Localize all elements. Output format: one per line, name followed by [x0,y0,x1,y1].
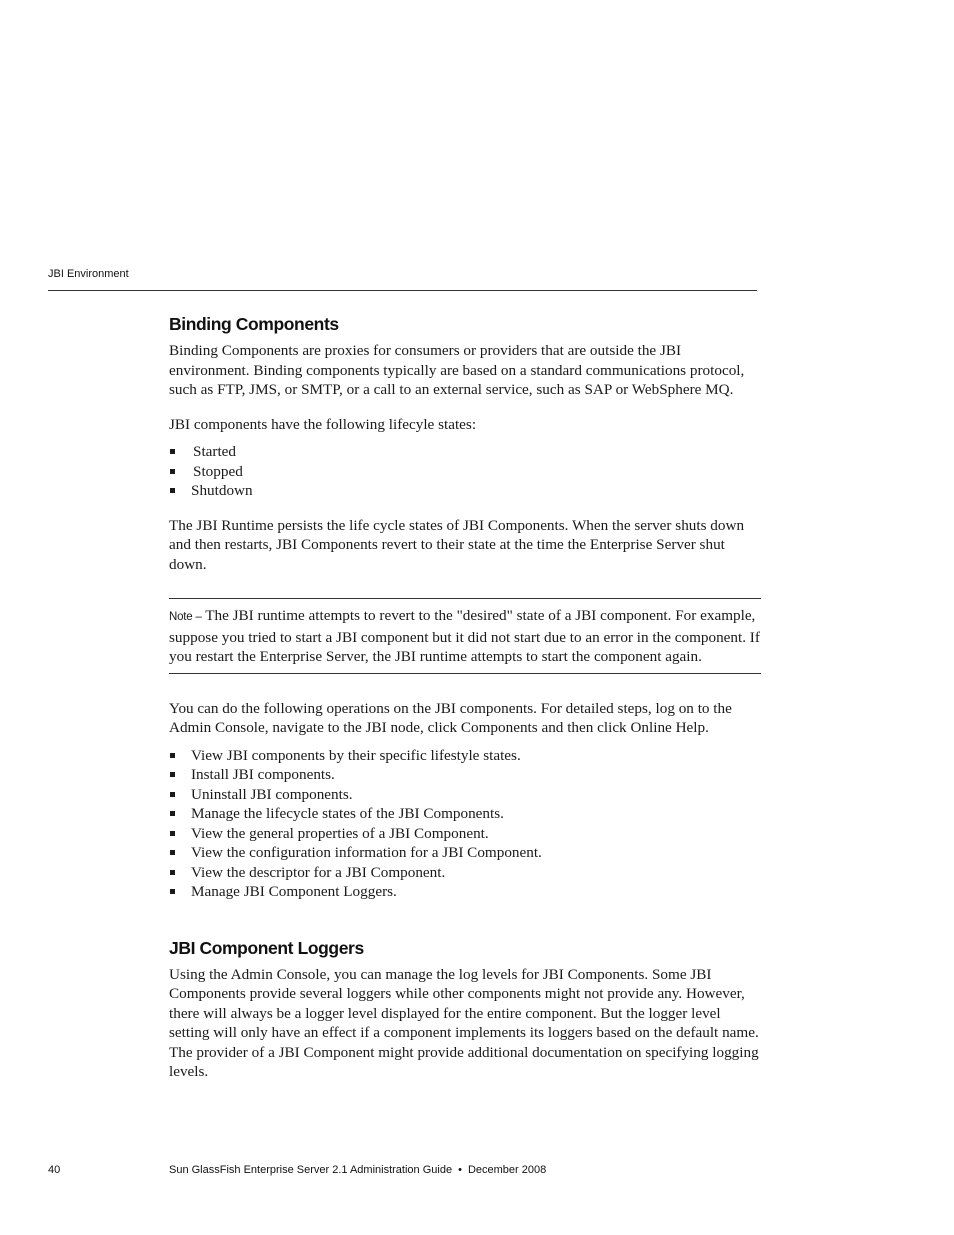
footer-book-title: Sun GlassFish Enterprise Server 2.1 Administration Guide [169,1164,453,1176]
list-item: View the descriptor for a JBI Component. [169,863,759,883]
list-item: View JBI components by their specific lifestyle states. [169,746,759,766]
list-item: Shutdown [169,481,759,501]
lifecycle-states-intro: JBI components have the following lifecyle states: [169,415,477,433]
footer-book-info [169,1164,546,1176]
list-item: Uninstall JBI components. [169,785,759,805]
binding-components-intro: Binding Components are proxies for consumers or providers that are outside the JBI environment. Binding components typically are based on a standard communications protocol, such as FTP, JMS, or SMTP, or a call to an external service, such as SAP or WebSphere MQ. [169,342,745,398]
list-item: Stopped [169,462,759,482]
list-item: View the configuration information for a JBI Component. [169,843,759,863]
loggers-paragraph: Using the Admin Console, you can manage the log levels for JBI Components. Some JBI Components provide several loggers while other components might not provide any. However, there will always be a logger level displayed for the entire component. But the logger level setting will only have an effect if a component implements its loggers based on the default name. The provider of a JBI Component might provide additional documentation on specifying logging levels. [169,965,759,1080]
list-item: Started [169,442,759,462]
running-header: JBI Environment [48,268,129,280]
operations-list [169,746,759,902]
note-text: The JBI runtime attempts to revert to the "desired" state of a JBI component. For example, suppose you tried to start a JBI component but it did not start due to an error in the component. If you restart the Enterprise Server, the JBI runtime attempts to start the component again. [169,607,760,665]
footer-separator: • [458,1164,462,1176]
note-box [169,598,761,674]
list-item: Manage the lifecycle states of the JBI Components. [169,804,759,824]
list-item: View the general properties of a JBI Component. [169,824,759,844]
main-content [169,312,759,1082]
section-heading-binding-components: Binding Components [169,314,339,334]
list-item: Manage JBI Component Loggers. [169,882,759,902]
header-divider [48,290,757,291]
lifecycle-persist-paragraph: The JBI Runtime persists the life cycle states of JBI Components. When the server shuts down and then restarts, JBI Components revert to their state at the time the Enterprise Server shut down. [169,516,745,573]
note-label: Note – [169,611,202,623]
operations-intro: You can do the following operations on the JBI components. For detailed steps, log on to the Admin Console, navigate to the JBI node, click Components and then click Online Help. [169,699,732,736]
footer-date: December 2008 [467,1164,547,1176]
section-heading-jbi-component-loggers: JBI Component Loggers [169,937,364,958]
page-number: 40 [48,1164,61,1176]
list-item: Install JBI components. [169,765,759,785]
lifecycle-states-list [169,442,759,501]
